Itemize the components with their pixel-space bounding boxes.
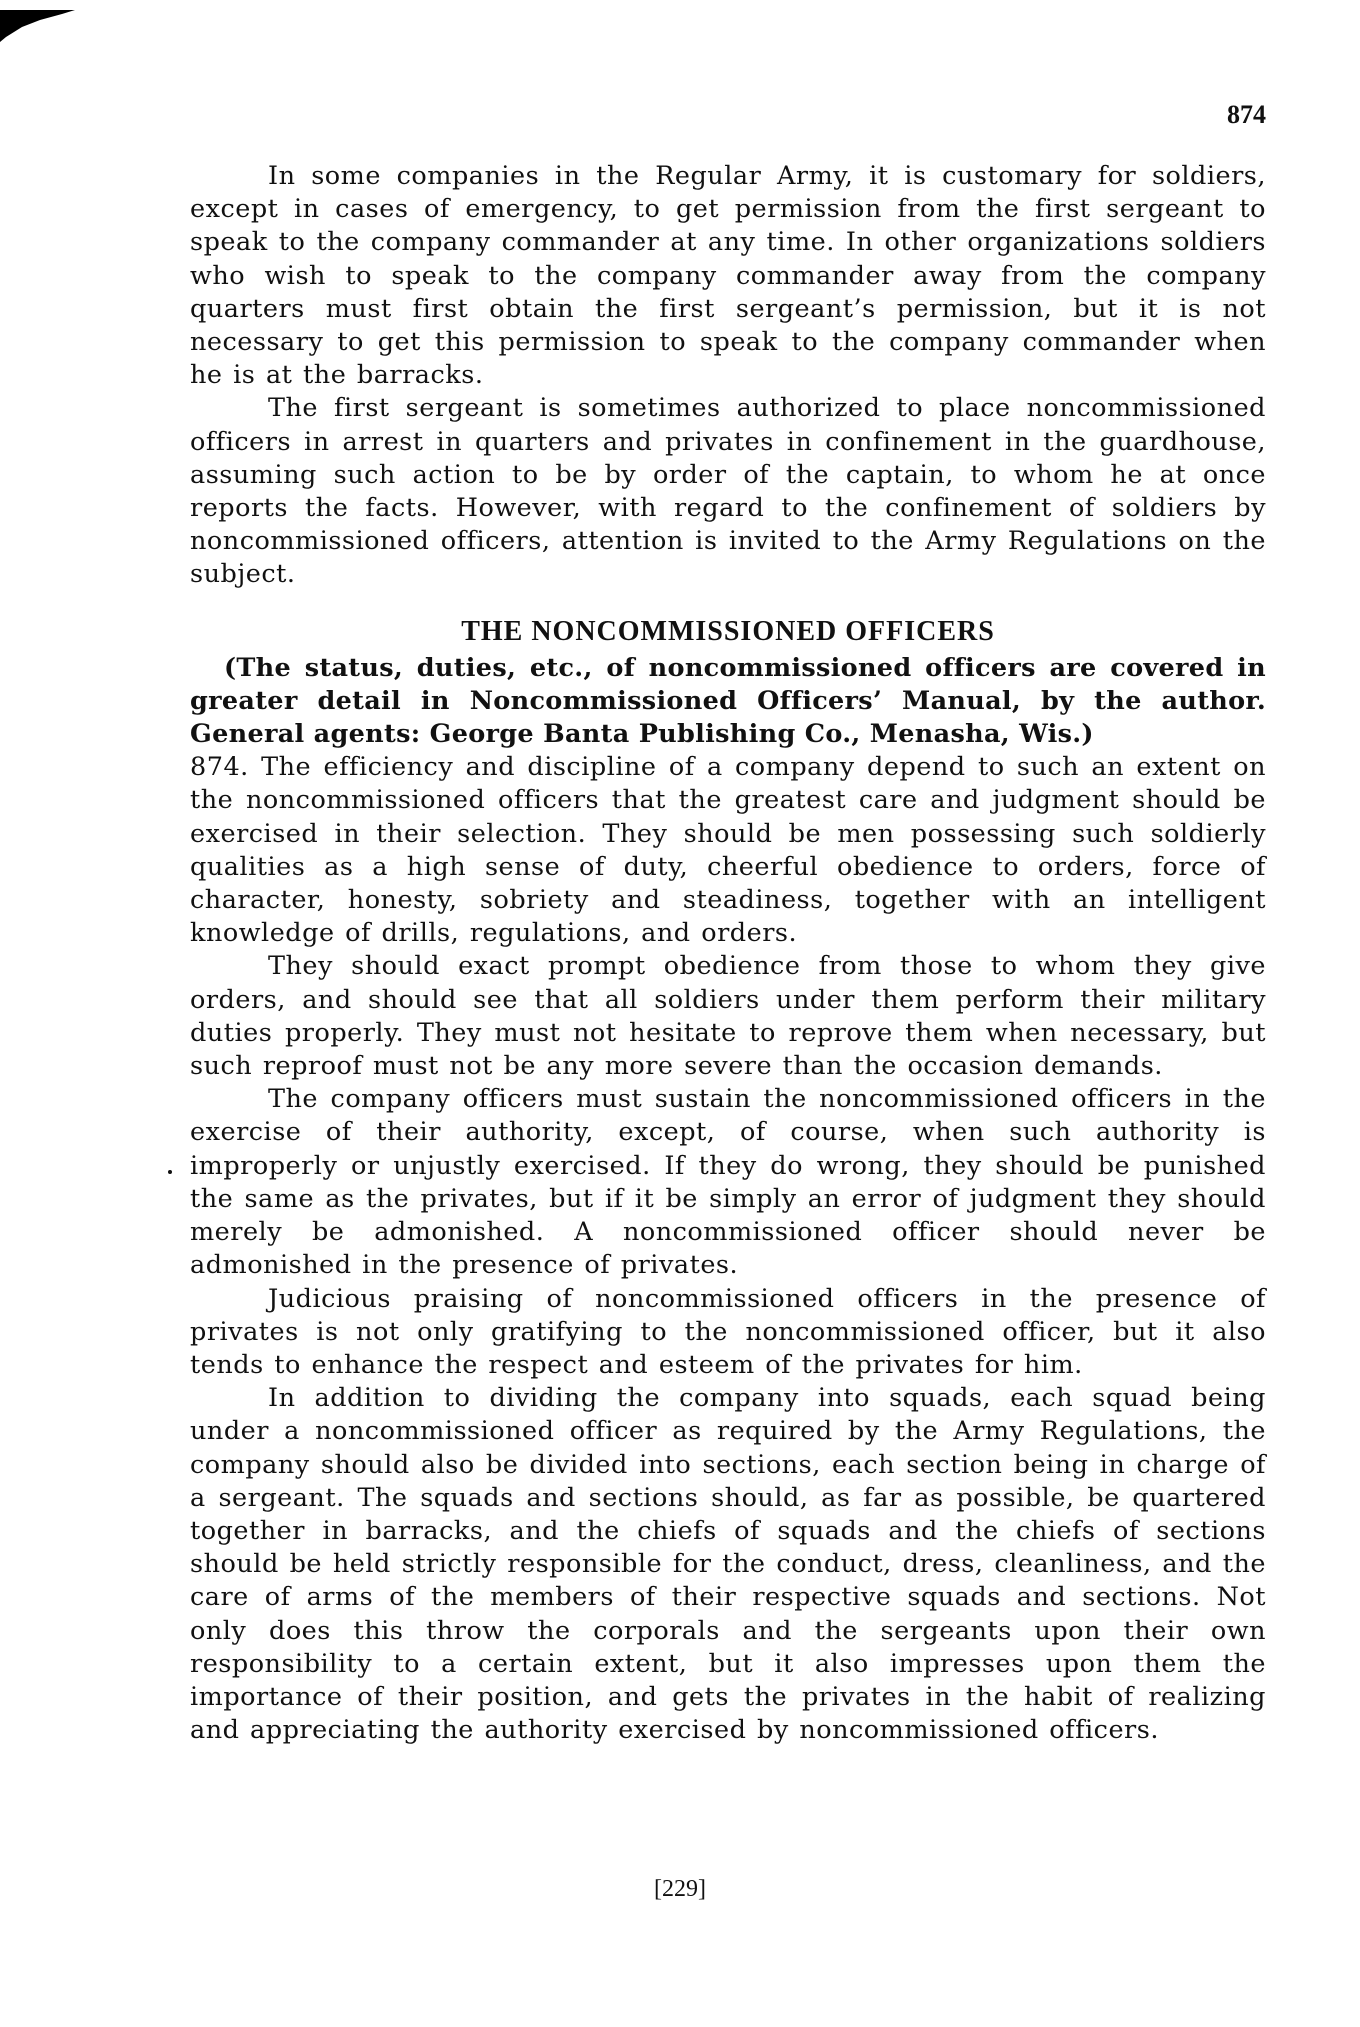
paragraph-squads-sections: In addition to dividing the company into squads, each squad being under a noncommissioned officer as required by the Army Regulations, the company should also be divided into sections, each section being in charge of a sergeant. The squads and sections should, as far as possible, be quartered together in barracks, and the chiefs of squads and the chiefs of sections should be held strictly responsible for the conduct, dress, cleanliness, and the care of arms of the members of their respective squads and sections. Not only does this throw the corporals and the sergeants upon their own responsibility to a certain extent, but it also impresses upon them the importance of their position, and gets the privates in the habit of realizing and appreciating the authority exercised by noncommissioned officers.	[190, 1383, 1266, 1746]
section-heading: THE NONCOMMISSIONED OFFICERS	[461, 615, 995, 647]
section-note: (The status, duties, etc., of noncommissioned officers are covered in greater detail in Noncommissioned Officers’ Manual, by the author. General agents: George Banta Publishing Co., Menasha, Wis.)	[190, 652, 1266, 750]
paragraph-874-text: The efficiency and discipline of a company depend to such an extent on the noncommissioned officers that the greatest care and judgment should be exercised in their selection. They should be men possessing such soldierly qualities as a high sense of duty, cheerful obedience to orders, force of character, honesty, sobriety and steadiness, together with an intelligent knowledge of drills, regulations, and orders.	[190, 752, 1266, 949]
paragraph-number: 874.	[190, 752, 249, 783]
paragraph-intro-1: In some companies in the Regular Army, it is customary for soldiers, except in cases of emergency, to get permission from the first sergeant to speak to the company commander at any time. In other organizations soldiers who wish to speak to the company commander away from the company quarters must first obtain the first sergeant’s permission, but it is not necessary to get this permission to speak to the company commander when he is at the barracks.	[190, 161, 1266, 391]
paragraph-874	[190, 751, 1266, 950]
paragraph-intro-2: The first sergeant is sometimes authorized to place noncommissioned officers in arrest in quarters and privates in confinement in the guardhouse, assuming such action to be by order of the captain, to whom he at once reports the facts. However, with regard to the confinement of soldiers by noncommissioned officers, attention is invited to the Army Regulations on the subject.	[190, 393, 1266, 590]
section-number: 874	[1227, 100, 1266, 129]
document-page	[190, 100, 1266, 1747]
scan-corner-artifact	[0, 0, 75, 42]
page-number-footer: [229]	[654, 1876, 706, 1902]
paragraph-obedience: They should exact prompt obedience from those to whom they give orders, and should see that all soldiers under them perform their military duties properly. They must not hesitate to reprove them when necessary, but such reproof must not be any more severe than the occasion demands.	[190, 951, 1266, 1082]
paragraph-authority: The company officers must sustain the noncommissioned officers in the exercise of their authority, except, of course, when such authority is improperly or unjustly exercised. If they do wrong, they should be punished the same as the privates, but if it be simply an error of judgment they should merely be admonished. A noncommissioned officer should never be admonished in the presence of privates.	[190, 1084, 1266, 1281]
scan-speck	[168, 1170, 172, 1174]
paragraph-praising: Judicious praising of noncommissioned officers in the presence of privates is not only gratifying to the noncommissioned officer, but it also tends to enhance the respect and esteem of the privates for him.	[190, 1283, 1266, 1380]
